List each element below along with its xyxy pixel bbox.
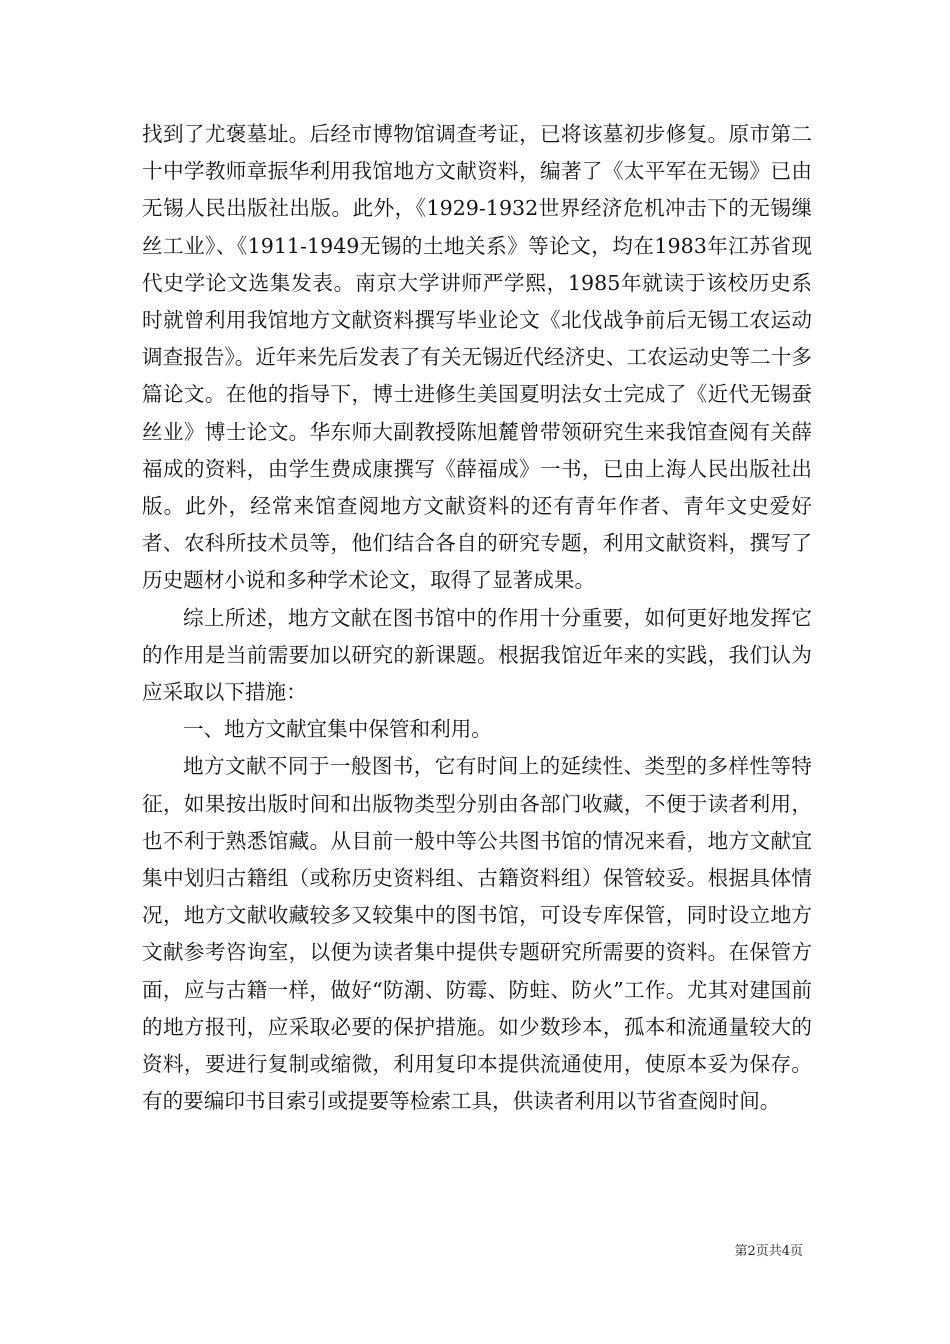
document-body	[142, 116, 812, 1120]
section-heading: 一、地方文献宜集中保管和利用。	[183, 717, 492, 742]
paragraph-measures: 地方文献不同于一般图书，它有时间上的延续性、类型的多样性等特征，如果按出版时间和出版物类型分别由各部门收藏，不便于读者利用，也不利于熟悉馆藏。从目前一般中等公共图书馆的情况来看，地方文献宜集中划归古籍组（或称历史资料组、古籍资料组）保管较妥。根据具体情况，地方文献收藏较多又较集中的图书馆，可设专库保管，同时设立地方文献参考咨询室，以便为读者集中提供专题研究所需要的资料。在保管方面，应与古籍一样，做好“防潮、防霉、防蛀、防火”工作。尤其对建国前的地方报刊，应采取必要的保护措施。如少数珍本，孤本和流通量较大的资料，要进行复制或缩微，利用复印本提供流通使用，使原本妥为保存。有的要编印书目索引或提要等检索工具，供读者利用以节省查阅时间。	[142, 754, 812, 1114]
paragraph-continued: 找到了尤褒墓址。后经市博物馆调查考证，已将该墓初步修复。原市第二十中学教师章振华利用我馆地方文献资料，编著了《太平军在无锡》已由无锡人民出版社出版。此外，《1929-1932世界经济危机冲击下的无锡缫丝工业》、《1911-1949无锡的土地关系》等论文，均在1983年江苏省现代史学论文选集发表。南京大学讲师严学熙，1985年就读于该校历史系时就曾利用我馆地方文献资料撰写毕业论文《北伐战争前后无锡工农运动调查报告》。近年来先后发表了有关无锡近代经济史、工农运动史等二十多篇论文。在他的指导下，博士进修生美国夏明法女士完成了《近代无锡蚕丝业》博士论文。华东师大副教授陈旭麓曾带领研究生来我馆查阅有关薛福成的资料，由学生费成康撰写《薛福成》一书，已由上海人民出版社出版。此外，经常来馆查阅地方文献资料的还有青年作者、青年文史爱好者、农科所技术员等，他们结合各自的研究专题，利用文献资料，撰写了历史题材小说和多种学术论文，取得了显著成果。	[142, 122, 812, 593]
paragraph-summary: 综上所述，地方文献在图书馆中的作用十分重要，如何更好地发挥它的作用是当前需要加以研究的新课题。根据我馆近年来的实践，我们认为应采取以下措施：	[142, 605, 812, 705]
page-number-footer: 第2页共4页	[734, 1244, 803, 1259]
